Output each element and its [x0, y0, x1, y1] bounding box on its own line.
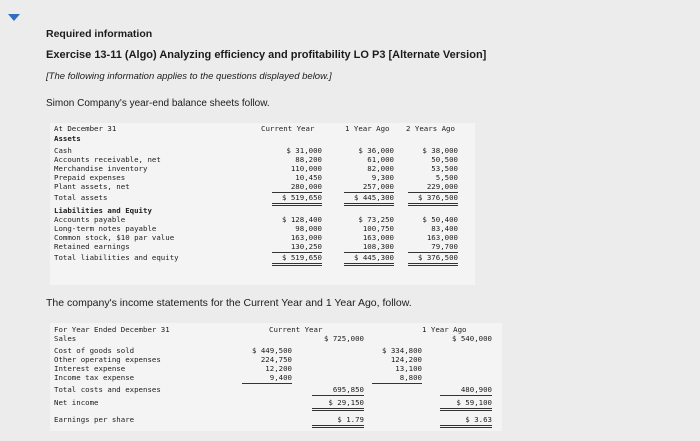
- exercise-title: Exercise 13-11 (Algo) Analyzing efficiency and profitability LO P3 [Alternate Version]: [46, 49, 487, 61]
- col-1-year-ago: 1 Year Ago: [345, 124, 390, 133]
- value-1yr: $ 445,300: [344, 254, 394, 266]
- value-current: 9,400: [242, 374, 292, 384]
- row-label: Retained earnings: [54, 242, 130, 251]
- value-1yr: $ 540,000: [451, 334, 492, 343]
- income-statement-intro: The company's income statements for the Current Year and 1 Year Ago, follow.: [46, 297, 412, 309]
- row-label: Other operating expenses: [54, 355, 161, 364]
- total-assets-row: [50, 194, 475, 203]
- value-current: 163,000: [290, 233, 322, 242]
- row-label: Common stock, $10 par value: [54, 233, 175, 242]
- value-2yr: $ 376,500: [408, 254, 458, 266]
- row-label: Earnings per share: [54, 415, 135, 424]
- row-label: Merchandise inventory: [54, 164, 148, 173]
- value-current: 130,250: [272, 243, 322, 253]
- row-label: Net income: [54, 398, 99, 407]
- value-1yr: 100,750: [362, 224, 394, 233]
- value-current: 110,000: [290, 164, 322, 173]
- value-2yr: 5,500: [435, 173, 458, 182]
- value-1yr: $ 334,800: [381, 346, 422, 355]
- value-current: $ 128,400: [281, 215, 322, 224]
- total-costs-row: [50, 386, 502, 395]
- value-1yr: 61,000: [367, 155, 394, 164]
- col-label: For Year Ended December 31: [54, 325, 170, 334]
- value-current: 10,450: [295, 173, 322, 182]
- assets-header-row: [50, 135, 475, 144]
- row-label: Cost of goods sold: [54, 346, 135, 355]
- value-1yr: 8,800: [372, 374, 422, 384]
- value-2yr: 83,400: [431, 224, 458, 233]
- instructions-note: [The following information applies to the questions displayed below.]: [46, 71, 332, 82]
- value-current: $ 29,150: [312, 399, 364, 411]
- value-1yr: $ 445,300: [344, 194, 394, 206]
- liabilities-header: Liabilities and Equity: [54, 206, 152, 215]
- value-1yr: 13,100: [395, 364, 422, 373]
- col-current-year: Current Year: [269, 325, 323, 334]
- value-2yr: $ 38,000: [422, 146, 458, 155]
- total-liabilities-row: [50, 254, 475, 263]
- row-label: Sales: [54, 334, 77, 343]
- value-1yr: $ 3.63: [440, 416, 492, 428]
- value-current: $ 1.79: [312, 416, 364, 428]
- eps-row: [50, 416, 502, 425]
- required-information-heading: Required information: [46, 28, 153, 40]
- value-1yr: $ 36,000: [358, 146, 394, 155]
- row-label: Prepaid expenses: [54, 173, 126, 182]
- row-label: Total liabilities and equity: [54, 253, 179, 262]
- income-statement-table: [50, 323, 502, 431]
- value-1yr: 124,200: [390, 355, 422, 364]
- value-2yr: $ 50,400: [422, 215, 458, 224]
- row-label: Plant assets, net: [54, 182, 130, 191]
- value-2yr: $ 376,500: [408, 194, 458, 206]
- table-row: [50, 183, 475, 192]
- value-2yr: 53,500: [431, 164, 458, 173]
- sales-row: [50, 335, 502, 344]
- value-current: 280,000: [272, 183, 322, 193]
- table-row: [50, 243, 475, 252]
- row-label: Total assets: [54, 193, 108, 202]
- assets-header: Assets: [54, 134, 81, 143]
- table-row: [50, 374, 502, 383]
- value-current: 224,750: [260, 355, 292, 364]
- value-1yr: 108,300: [344, 243, 394, 253]
- balance-sheet-table: [50, 123, 475, 285]
- value-1yr: $ 73,250: [358, 215, 394, 224]
- value-2yr: 163,000: [426, 233, 458, 242]
- balance-header-row: [50, 125, 475, 134]
- value-2yr: 50,500: [431, 155, 458, 164]
- balance-sheet-intro: Simon Company's year-end balance sheets follow.: [46, 98, 270, 109]
- collapse-chevron-icon[interactable]: [8, 14, 20, 21]
- col-1-year-ago: 1 Year Ago: [422, 325, 467, 334]
- value-current: $ 31,000: [286, 146, 322, 155]
- value-current: $ 519,650: [272, 194, 322, 206]
- value-1yr: 480,900: [440, 386, 492, 396]
- col-2-years-ago: 2 Years Ago: [406, 124, 455, 133]
- row-label: Income tax expense: [54, 373, 135, 382]
- value-1yr: 9,300: [371, 173, 394, 182]
- value-1yr: $ 59,100: [440, 399, 492, 411]
- income-header-row: [50, 326, 502, 335]
- value-current: 695,850: [312, 386, 364, 396]
- value-current: 98,000: [295, 224, 322, 233]
- row-label: Long-term notes payable: [54, 224, 157, 233]
- col-current-year: Current Year: [261, 124, 315, 133]
- value-current: 12,200: [265, 364, 292, 373]
- value-1yr: 163,000: [362, 233, 394, 242]
- value-1yr: 257,000: [344, 183, 394, 193]
- value-current: $ 725,000: [323, 334, 364, 343]
- value-2yr: 79,700: [408, 243, 458, 253]
- value-current: $ 449,500: [251, 346, 292, 355]
- value-current: $ 519,650: [272, 254, 322, 266]
- row-label: Interest expense: [54, 364, 126, 373]
- value-current: 88,200: [295, 155, 322, 164]
- row-label: Accounts payable: [54, 215, 126, 224]
- col-label: At December 31: [54, 124, 117, 133]
- row-label: Accounts receivable, net: [54, 155, 161, 164]
- row-label: Total costs and expenses: [54, 385, 161, 394]
- row-label: Cash: [54, 146, 72, 155]
- value-1yr: 82,000: [367, 164, 394, 173]
- value-2yr: 229,000: [408, 183, 458, 193]
- net-income-row: [50, 399, 502, 408]
